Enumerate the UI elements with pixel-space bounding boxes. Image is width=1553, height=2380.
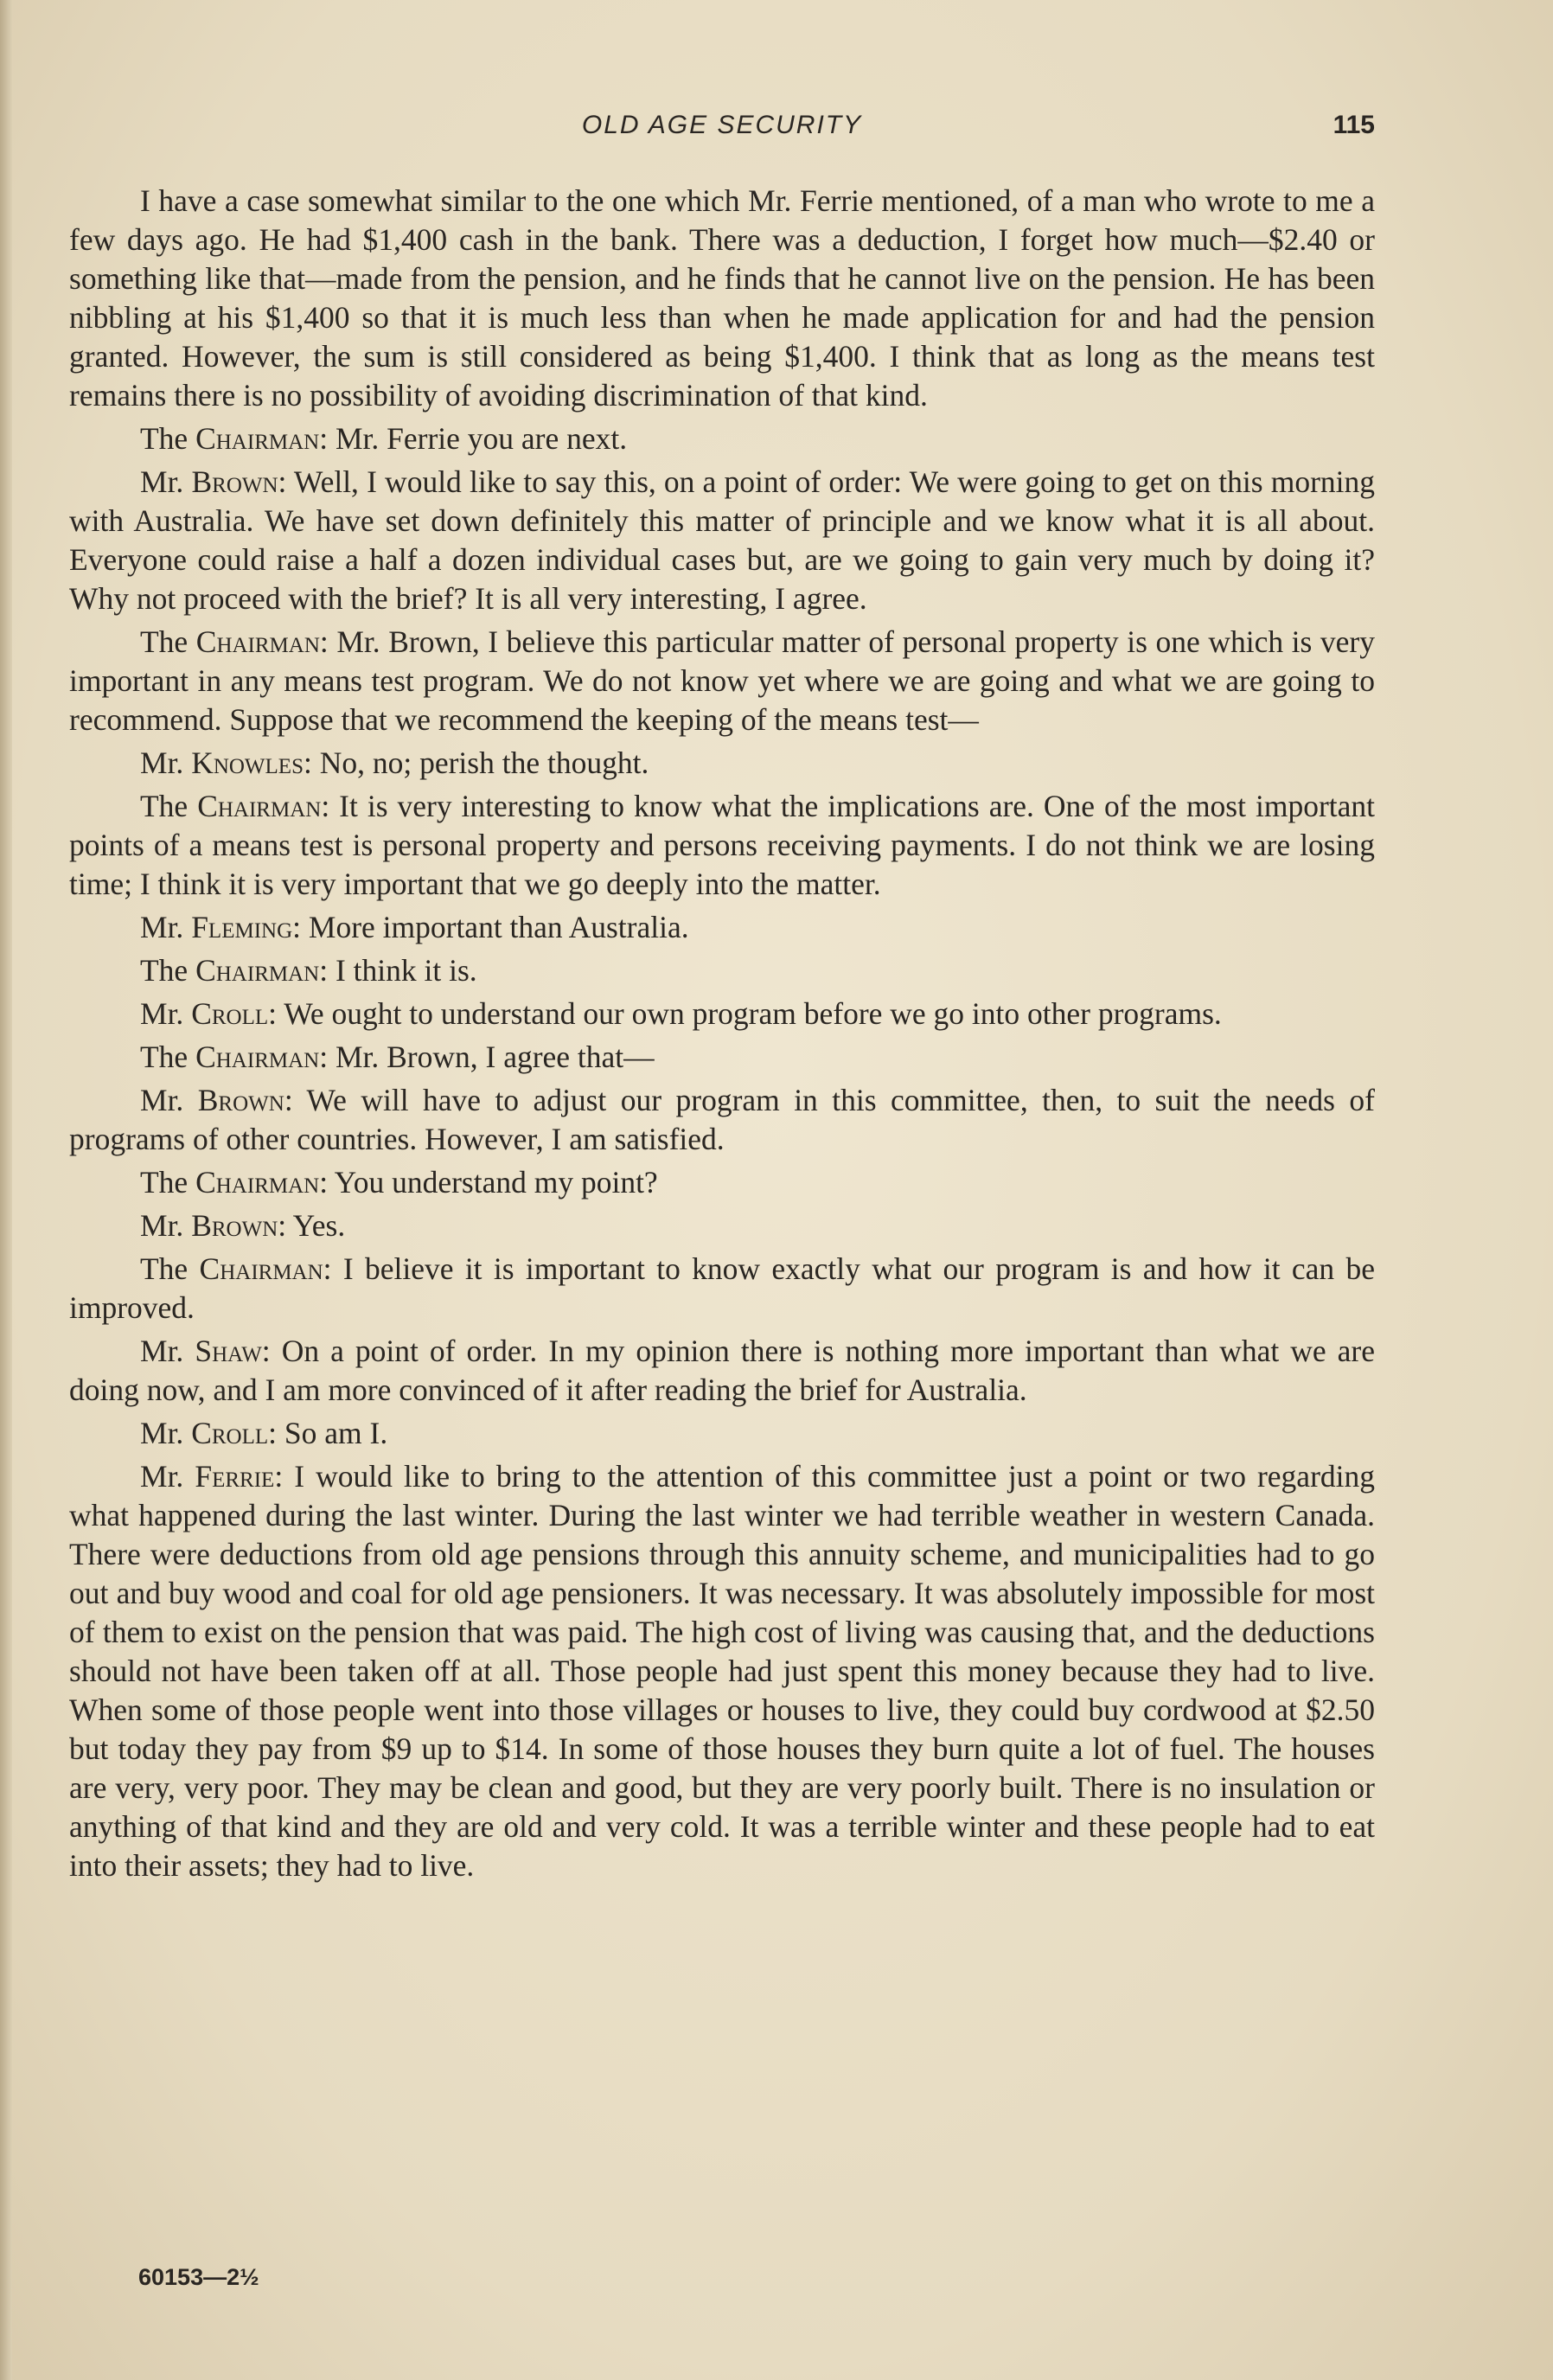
printer-signature: 60153—2½ — [138, 2264, 259, 2290]
body-text — [69, 182, 1375, 1890]
paragraph: Mr. Knowles: No, no; perish the thought. — [140, 745, 649, 780]
speaker-name: Brown — [191, 464, 278, 499]
page-spine-shadow — [0, 0, 12, 2380]
paragraph: Mr. Brown: We will have to adjust our program in this committee, then, to suit the needs of programs of other countries. However, I am satisfied. — [69, 1083, 1375, 1156]
paragraph: The Chairman: Mr. Ferrie you are next. — [140, 421, 628, 456]
page-number: 115 — [1333, 111, 1375, 139]
paragraph: Mr. Ferrie: I would like to bring to the attention of this committee just a point or two regarding what happened during the last winter. During the last winter we had terrible weather in western Canada. There were deductions from old age pensions through this annuity scheme, and municipalities had to go out and buy wood and coal for old age pensioners. It was necessary. It was absolutely impossible for most of them to exist on the pension that was paid. The high cost of living was causing that, and the deductions should not have been taken off at all. Those people had just spent this money because they had to live. When some of those people went into those villages or houses to live, they could buy cordwood at $2.50 but today they pay from $9 up to $14. In some of those houses they burn quite a lot of fuel. The houses are very, very poor. They may be clean and good, but they are very poorly built. There is no insulation or anything of that kind and they are old and very cold. It was a terrible winter and these people had to eat into their assets; they had to live. — [69, 1459, 1375, 1883]
paragraph: The Chairman: I believe it is important to know exactly what our program is and how it can be improved. — [69, 1251, 1375, 1325]
paragraph: The Chairman: You understand my point? — [140, 1165, 658, 1200]
paragraph: The Chairman: Mr. Brown, I agree that— — [140, 1040, 655, 1074]
paragraph: The Chairman: It is very interesting to know what the implications are. One of the most important points of a means test is personal property and persons receiving payments. I do not think we are losing time; I think it is very important that we go deeply into the matter. — [69, 789, 1375, 901]
speaker-name: Chairman — [195, 953, 320, 988]
paragraph: I have a case somewhat similar to the one which Mr. Ferrie mentioned, of a man who wrote to me a few days ago. He had $1,400 cash in the bank. There was a deduction, I forget how much—$2.40 or something like that—made from the pension, and he finds that he cannot live on the pension. He has been nibbling at his $1,400 so that it is much less than when he made application for and had the pension granted. However, the sum is still considered as being $1,400. I think that as long as the means test remains there is no possibility of avoiding discrimination of that kind. — [69, 183, 1375, 413]
page-header — [69, 111, 1375, 154]
speaker-name: Chairman — [197, 789, 322, 823]
paragraph: Mr. Fleming: More important than Australia. — [140, 910, 689, 944]
paragraph: Mr. Croll: We ought to understand our own program before we go into other programs. — [140, 996, 1222, 1031]
running-title: OLD AGE SECURITY — [581, 111, 863, 139]
speaker-name: Croll — [191, 1416, 269, 1450]
speaker-name: Chairman — [199, 1251, 323, 1286]
speaker-name: Fleming — [191, 910, 293, 944]
paragraph: Mr. Shaw: On a point of order. In my opinion there is nothing more important than what we are doing now, and I am more convinced of it after reading the brief for Australia. — [69, 1334, 1375, 1407]
paragraph: Mr. Brown: Well, I would like to say this, on a point of order: We were going to get on this morning with Australia. We have set down definitely this matter of principle and we know what it is all about. Everyone could raise a half a dozen individual cases but, are we going to gain very much by doing it? Why not proceed with the brief? It is all very interesting, I agree. — [69, 464, 1375, 616]
speaker-name: Brown — [197, 1083, 284, 1117]
paragraph: Mr. Brown: Yes. — [140, 1208, 346, 1243]
speaker-name: Knowles — [191, 745, 304, 780]
paragraph: The Chairman: I think it is. — [140, 953, 477, 988]
speaker-name: Chairman — [195, 1165, 320, 1200]
speaker-name: Brown — [191, 1208, 278, 1243]
speaker-name: Ferrie — [195, 1459, 275, 1494]
speaker-name: Chairman — [195, 421, 320, 456]
speaker-name: Shaw — [195, 1334, 262, 1368]
paragraph: The Chairman: Mr. Brown, I believe this particular matter of personal property is one which is very important in any means test program. We do not know yet where we are going and what we are going to recommend. Suppose that we recommend the keeping of the means test— — [69, 624, 1375, 737]
speaker-name: Chairman — [195, 624, 320, 659]
speaker-name: Croll — [191, 996, 269, 1031]
speaker-name: Chairman — [195, 1040, 320, 1074]
paragraph: Mr. Croll: So am I. — [140, 1416, 388, 1450]
